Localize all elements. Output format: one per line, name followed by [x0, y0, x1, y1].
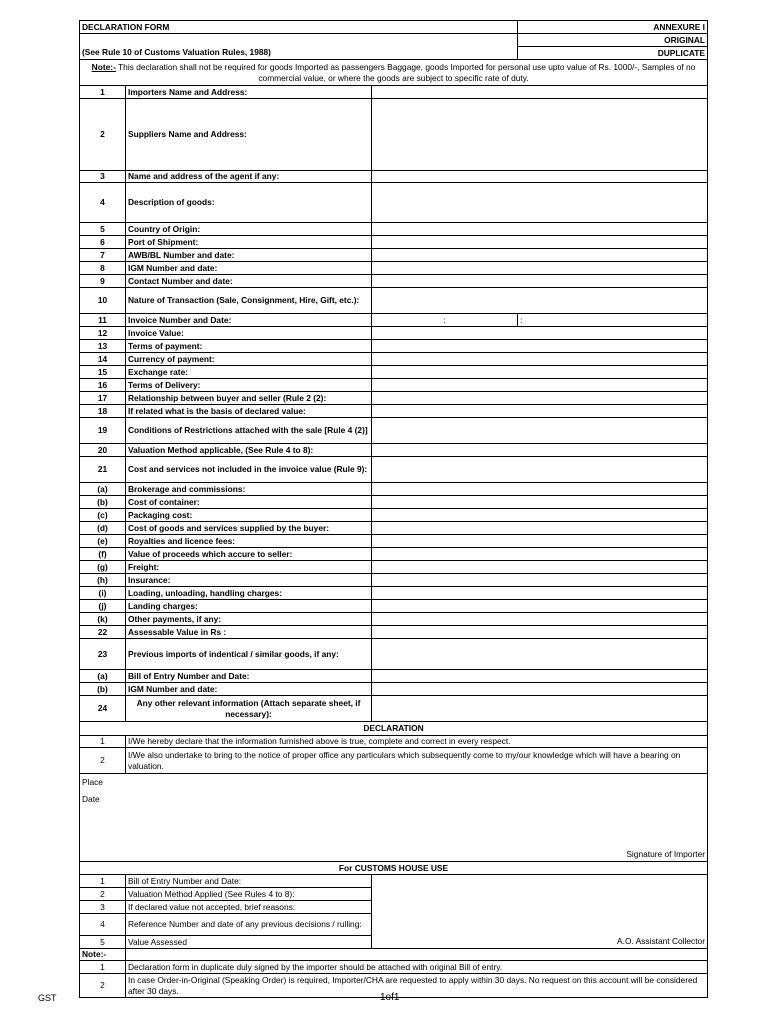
item-value-field[interactable]: [372, 696, 708, 722]
item-label: Cost of container:: [126, 496, 372, 509]
item-value-field[interactable]: [372, 444, 708, 457]
item-number: 18: [80, 405, 126, 418]
page-number: 1of1: [380, 992, 400, 1003]
rule-reference: (See Rule 10 of Customs Valuation Rules, 1988): [80, 47, 518, 60]
item-number: (c): [80, 509, 126, 522]
item-number: (k): [80, 613, 126, 626]
item-row: [80, 392, 708, 405]
note-label: Note:-: [91, 61, 116, 72]
item-value-field[interactable]: [372, 366, 708, 379]
item-value-field[interactable]: [372, 275, 708, 288]
item-value-field[interactable]: [372, 483, 708, 496]
item-label: IGM Number and date:: [126, 262, 372, 275]
item-number: (j): [80, 600, 126, 613]
item-number: (e): [80, 535, 126, 548]
place-label: Place: [82, 777, 103, 787]
item-row: [80, 405, 708, 418]
item-row: [80, 314, 708, 327]
item-label: Terms of payment:: [126, 340, 372, 353]
item-row: [80, 613, 708, 626]
item-row: [80, 249, 708, 262]
item-value-field[interactable]: [372, 418, 708, 444]
item-value-field[interactable]: [372, 670, 708, 683]
item-label: Country of Origin:: [126, 223, 372, 236]
item-value-field[interactable]: [372, 327, 708, 340]
item-row: [80, 288, 708, 314]
form-table: [79, 20, 708, 998]
duplicate-label: DUPLICATE: [518, 47, 708, 60]
item-label: Cost and services not included in the invoice value (Rule 9):: [126, 457, 372, 483]
item-row: [80, 366, 708, 379]
item-value-field[interactable]: [372, 509, 708, 522]
customs-officer-block: [372, 875, 708, 949]
item-label: Contact Number and date:: [126, 275, 372, 288]
item-row: [80, 340, 708, 353]
declaration-line-text: I/We hereby declare that the information furnished above is true, complete and correct in every respect.: [126, 736, 708, 748]
declaration-line: [80, 736, 708, 748]
item-number: 11: [80, 314, 126, 327]
item-value-field[interactable]: [372, 587, 708, 600]
customs-row-label: Value Assessed: [126, 936, 372, 949]
item-label: Brokerage and commissions:: [126, 483, 372, 496]
item-row: [80, 183, 708, 223]
item-label: Cost of goods and services supplied by the buyer:: [126, 522, 372, 535]
item-row: [80, 86, 708, 99]
header-blank: [80, 34, 518, 47]
customs-row-number: 2: [80, 888, 126, 901]
item-number: (a): [80, 670, 126, 683]
item-label: Freight:: [126, 561, 372, 574]
item-row: [80, 457, 708, 483]
item-number: 2: [80, 99, 126, 171]
item-number: (b): [80, 683, 126, 696]
item-value-field[interactable]: [372, 288, 708, 314]
item-number: 12: [80, 327, 126, 340]
declaration-heading: DECLARATION: [80, 722, 708, 736]
item-row: [80, 379, 708, 392]
item-number: 17: [80, 392, 126, 405]
item-number: 23: [80, 639, 126, 670]
item-value-field[interactable]: [372, 548, 708, 561]
item-value-field[interactable]: [372, 405, 708, 418]
item-number: 13: [80, 340, 126, 353]
item-label: Currency of payment:: [126, 353, 372, 366]
item-number: (h): [80, 574, 126, 587]
item-row: [80, 99, 708, 171]
item-value-field[interactable]: [372, 86, 708, 99]
item-number: 21: [80, 457, 126, 483]
item-number: 7: [80, 249, 126, 262]
item-value-field[interactable]: [372, 171, 708, 183]
item-label: Invoice Number and Date:: [126, 314, 372, 327]
item-number: 24: [80, 696, 126, 722]
item-number: 8: [80, 262, 126, 275]
item-value-field[interactable]: [372, 561, 708, 574]
item-label: Valuation Method applicable, (See Rule 4 to 8):: [126, 444, 372, 457]
item-row: [80, 639, 708, 670]
declaration-form: [79, 20, 707, 998]
item-label: Nature of Transaction (Sale, Consignment, Hire, Gift, etc.):: [126, 288, 372, 314]
item-label: AWB/BL Number and date:: [126, 249, 372, 262]
item-value-field[interactable]: [372, 353, 708, 366]
item-number: (f): [80, 548, 126, 561]
item-number: 5: [80, 223, 126, 236]
item-row: [80, 670, 708, 683]
item-number: (d): [80, 522, 126, 535]
item-label: Landing charges:: [126, 600, 372, 613]
item-label: IGM Number and date:: [126, 683, 372, 696]
customs-row-number: 4: [80, 914, 126, 936]
item-label: Conditions of Restrictions attached with the sale [Rule 4 (2)]: [126, 418, 372, 444]
item-label: Terms of Delivery:: [126, 379, 372, 392]
customs-row-label: Bill of Entry Number and Date:: [126, 875, 372, 888]
original-label: ORIGINAL: [518, 34, 708, 47]
item-number: 16: [80, 379, 126, 392]
item-number: 6: [80, 236, 126, 249]
item-value-field[interactable]: [372, 183, 708, 223]
item-row: [80, 600, 708, 613]
item-number: 4: [80, 183, 126, 223]
signature-block: [80, 774, 708, 862]
customs-row-number: 3: [80, 901, 126, 914]
item-label: Insurance:: [126, 574, 372, 587]
item-label: Name and address of the agent if any:: [126, 171, 372, 183]
item-number: 3: [80, 171, 126, 183]
invoice-date-field[interactable]: :: [518, 314, 708, 327]
item-label: Previous imports of indentical / similar goods, if any:: [126, 639, 372, 670]
item-number: 15: [80, 366, 126, 379]
item-value-field[interactable]: [372, 392, 708, 405]
item-value-field[interactable]: [372, 522, 708, 535]
note-line-number: 1: [80, 961, 126, 974]
note-line-number: 2: [80, 974, 126, 998]
item-row: [80, 223, 708, 236]
customs-row-label: If declared value not accepted, brief reasons:: [126, 901, 372, 914]
item-value-field[interactable]: [372, 379, 708, 392]
item-row: [80, 522, 708, 535]
item-number: 22: [80, 626, 126, 639]
item-label: Description of goods:: [126, 183, 372, 223]
invoice-number-field[interactable]: :: [372, 314, 518, 327]
item-label: Exchange rate:: [126, 366, 372, 379]
item-label: Invoice Value:: [126, 327, 372, 340]
item-row: [80, 696, 708, 722]
customs-row-label: Reference Number and date of any previous decisions / rulling:: [126, 914, 372, 936]
declaration-line-number: 1: [80, 736, 126, 748]
item-label: Bill of Entry Number and Date:: [126, 670, 372, 683]
item-number: 1: [80, 86, 126, 99]
form-title: DECLARATION FORM: [80, 21, 518, 34]
item-row: [80, 626, 708, 639]
declaration-line: [80, 748, 708, 774]
item-number: 9: [80, 275, 126, 288]
item-row: [80, 353, 708, 366]
item-row: [80, 548, 708, 561]
item-value-field[interactable]: [372, 457, 708, 483]
note-row: [80, 60, 708, 86]
item-value-field[interactable]: [372, 236, 708, 249]
item-label: Packaging cost:: [126, 509, 372, 522]
customs-row: [80, 875, 708, 888]
item-number: (g): [80, 561, 126, 574]
item-value-field[interactable]: [372, 249, 708, 262]
officer-label: A.O. Assistant Collector: [617, 936, 706, 947]
item-number: (a): [80, 483, 126, 496]
item-row: [80, 236, 708, 249]
item-number: 14: [80, 353, 126, 366]
item-label: Other payments, if any:: [126, 613, 372, 626]
notes-blank: [126, 949, 708, 961]
item-number: 19: [80, 418, 126, 444]
item-label: Importers Name and Address:: [126, 86, 372, 99]
item-value-field[interactable]: [372, 99, 708, 171]
item-value-field[interactable]: [372, 496, 708, 509]
item-row: [80, 444, 708, 457]
item-row: [80, 483, 708, 496]
customs-row-label: Valuation Method Applied (See Rules 4 to 8):: [126, 888, 372, 901]
item-value-field[interactable]: [372, 613, 708, 626]
item-label: Relationship between buyer and seller (Rule 2 (2):: [126, 392, 372, 405]
item-value-field[interactable]: [372, 262, 708, 275]
item-row: [80, 561, 708, 574]
item-label: Suppliers Name and Address:: [126, 99, 372, 171]
item-label: Any other relevant information (Attach separate sheet, if necessary):: [126, 696, 372, 722]
item-number: 20: [80, 444, 126, 457]
item-label: Value of proceeds which accure to seller:: [126, 548, 372, 561]
annexure-label: ANNEXURE I: [518, 21, 708, 34]
footer-gst: GST: [38, 993, 57, 1003]
item-row: [80, 496, 708, 509]
item-row: [80, 683, 708, 696]
customs-row-number: 5: [80, 936, 126, 949]
item-value-field[interactable]: [372, 223, 708, 236]
item-label: Assessable Value in Rs :: [126, 626, 372, 639]
item-row: [80, 171, 708, 183]
item-value-field[interactable]: [372, 535, 708, 548]
item-value-field[interactable]: [372, 639, 708, 670]
item-value-field[interactable]: [372, 600, 708, 613]
item-row: [80, 535, 708, 548]
date-label: Date: [82, 794, 100, 804]
item-value-field[interactable]: [372, 340, 708, 353]
item-number: (i): [80, 587, 126, 600]
item-row: [80, 587, 708, 600]
declaration-line-number: 2: [80, 748, 126, 774]
item-label: Royalties and licence fees:: [126, 535, 372, 548]
note-text: This declaration shall not be required for goods Imported as passengers Baggage, goods Imported for personal use upto value of Rs. 1000/-, Samples of no commercial value, or where the goods are subject to specific rate of duty.: [115, 61, 696, 83]
item-row: [80, 418, 708, 444]
item-value-field[interactable]: [372, 683, 708, 696]
importer-signature-label: Signature of Importer: [626, 849, 706, 860]
item-row: [80, 574, 708, 587]
notes-label: Note:-: [80, 949, 126, 961]
item-row: [80, 327, 708, 340]
customs-row-number: 1: [80, 875, 126, 888]
item-row: [80, 275, 708, 288]
item-value-field[interactable]: [372, 626, 708, 639]
note-line-text: Declaration form in duplicate duly signed by the importer should be attached with original Bill of entry.: [126, 961, 708, 974]
item-label: Loading, unloading, handling charges:: [126, 587, 372, 600]
declaration-line-text: I/We also undertake to bring to the notice of proper office any particulars which subsequently come to my/our knowledge which will have a bearing on valuation.: [126, 748, 708, 774]
item-label: If related what is the basis of declared value:: [126, 405, 372, 418]
item-number: (b): [80, 496, 126, 509]
item-row: [80, 262, 708, 275]
item-number: 10: [80, 288, 126, 314]
note-line-text: In case Order-in-Original (Speaking Order) is required, Importer/CHA are requested to apply within 30 days. No request on this account will be considered after 30 days.: [126, 974, 708, 998]
item-row: [80, 509, 708, 522]
note-line: [80, 961, 708, 974]
item-label: Port of Shipment:: [126, 236, 372, 249]
customs-heading: For CUSTOMS HOUSE USE: [80, 862, 708, 875]
item-value-field[interactable]: [372, 574, 708, 587]
